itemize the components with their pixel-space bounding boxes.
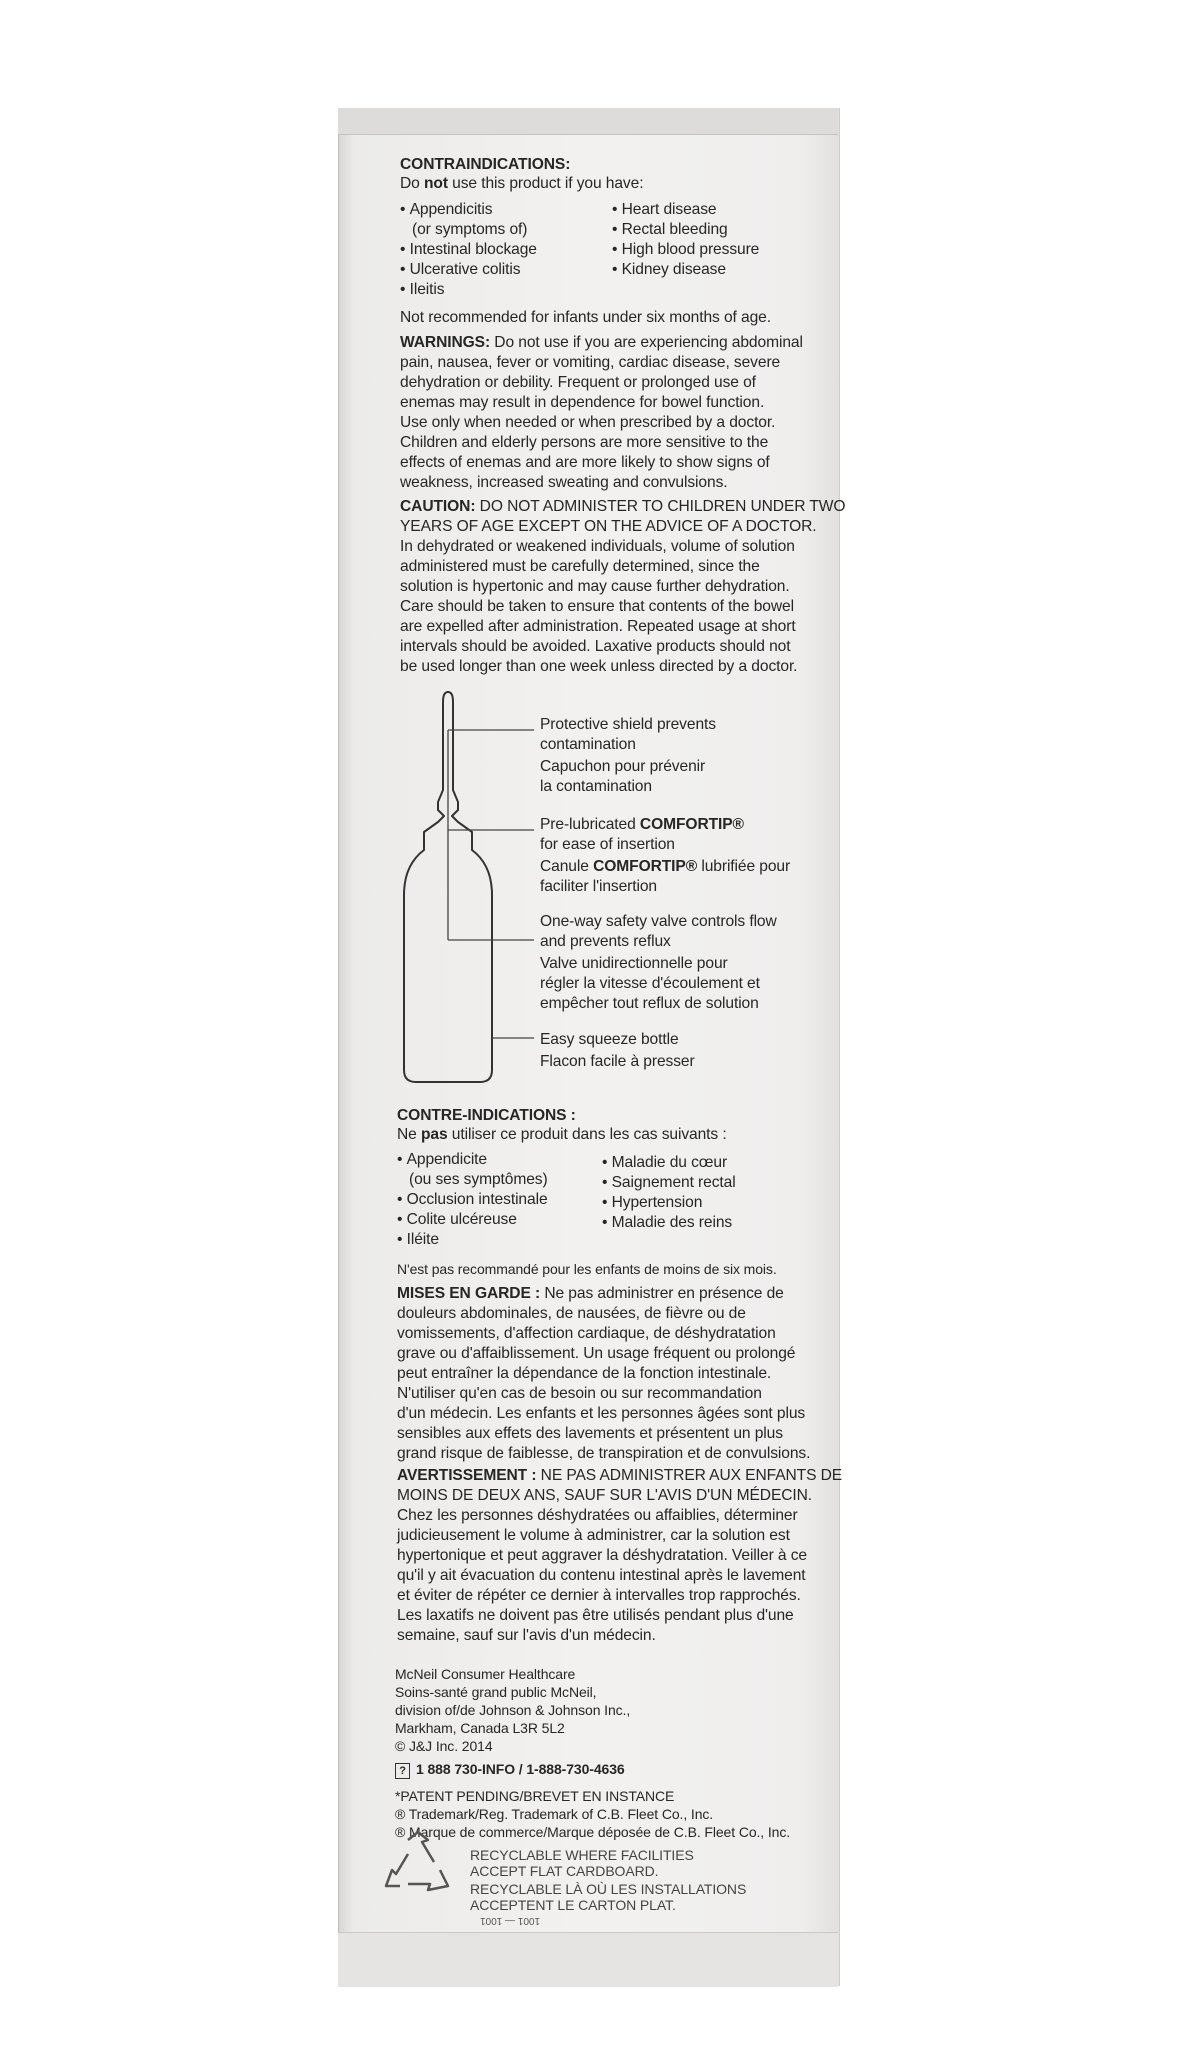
recycle-line: RECYCLABLE LÀ OÙ LES INSTALLATIONS — [470, 1881, 747, 1897]
mises-line: grave ou d'affaiblissement. Un usage fréquent ou prolongé — [397, 1345, 796, 1362]
mises-line: peut entraîner la dépendance de la fonction intestinale. — [397, 1365, 772, 1382]
warnings-line: effects of enemas and are more likely to show signs of — [400, 454, 770, 471]
barcode-text: 1001 — 1001 — [480, 1915, 541, 1926]
recycle-line: ACCEPTENT LE CARTON PLAT. — [470, 1897, 676, 1913]
company-line: division of/de Johnson & Johnson Inc., — [395, 1702, 631, 1718]
recycle-line: ACCEPT FLAT CARDBOARD. — [470, 1863, 659, 1879]
company-line: Markham, Canada L3R 5L2 — [395, 1720, 565, 1736]
contra-item: • Appendicitis — [400, 200, 492, 220]
contra-item: • High blood pressure — [612, 240, 759, 260]
avert-line: et éviter de répéter ce dernier à intervalles trop rapprochés. — [397, 1587, 801, 1604]
contre-heading: CONTRE-INDICATIONS : — [397, 1107, 576, 1124]
company-line: Soins-santé grand public McNeil, — [395, 1684, 597, 1700]
valve-label: régler la vitesse d'écoulement et — [540, 975, 760, 992]
contra-item: (or symptoms of) — [412, 221, 528, 238]
recycle-icon — [378, 1830, 458, 1900]
tip-label: Pre-lubricated COMFORTIP® — [540, 816, 744, 833]
avert-line: qu'il y ait évacuation du contenu intestinal après le lavement — [397, 1567, 806, 1584]
contre-item: • Iléite — [397, 1230, 439, 1250]
mises-line: douleurs abdominales, de nausées, de fièvre ou de — [397, 1305, 746, 1322]
company-line: McNeil Consumer Healthcare — [395, 1666, 576, 1682]
contre-intro: Ne pas utiliser ce produit dans les cas suivants : — [397, 1126, 727, 1143]
contra-infants: Not recommended for infants under six months of age. — [400, 309, 771, 326]
mises-line: N'utiliser qu'en cas de besoin ou sur recommandation — [397, 1385, 762, 1402]
caution-line: administered must be carefully determined, since the — [400, 558, 760, 575]
tip-label: faciliter l'insertion — [540, 878, 658, 895]
caution-line: YEARS OF AGE EXCEPT ON THE ADVICE OF A DOCTOR. — [400, 518, 817, 535]
carton-bottom-flap — [338, 1932, 838, 1987]
contre-item: • Hypertension — [602, 1193, 702, 1213]
mises-line: grand risque de faiblesse, de transpiration et de convulsions. — [397, 1445, 811, 1462]
tip-label: Canule COMFORTIP® lubrifiée pour — [540, 858, 791, 875]
caution-line: are expelled after administration. Repeated usage at short — [400, 618, 796, 635]
warnings-line: enemas may result in dependence for bowel function. — [400, 394, 765, 411]
contre-item: (ou ses symptômes) — [409, 1171, 548, 1188]
contre-infants: N'est pas recommandé pour les enfants de moins de six mois. — [397, 1261, 777, 1277]
contre-item: • Colite ulcéreuse — [397, 1210, 517, 1230]
warnings-line: pain, nausea, fever or vomiting, cardiac disease, severe — [400, 354, 781, 371]
bottle-label: Flacon facile à presser — [540, 1053, 695, 1070]
contre-item: • Occlusion intestinale — [397, 1190, 548, 1210]
shield-label: la contamination — [540, 778, 652, 795]
carton-top-flap — [338, 108, 838, 135]
caution-line: intervals should be avoided. Laxative products should not — [400, 638, 791, 655]
legal-line: *PATENT PENDING/BREVET EN INSTANCE — [395, 1788, 675, 1804]
caution-line: solution is hypertonic and may cause further dehydration. — [400, 578, 790, 595]
contre-item: • Appendicite — [397, 1150, 487, 1170]
contra-item: • Rectal bleeding — [612, 220, 728, 240]
avert-line: judicieusement le volume à administrer, car la solution est — [397, 1527, 790, 1544]
legal-line: ® Trademark/Reg. Trademark of C.B. Fleet Co., Inc. — [395, 1806, 714, 1822]
avert-line: MOINS DE DEUX ANS, SAUF SUR L'AVIS D'UN MÉDECIN. — [397, 1487, 813, 1504]
caution-line: Care should be taken to ensure that contents of the bowel — [400, 598, 794, 615]
avert-line: semaine, sauf sur l'avis d'un médecin. — [397, 1627, 656, 1644]
avert-line: hypertonique et peut aggraver la déshydratation. Veiller à ce — [397, 1547, 808, 1564]
contre-item: • Maladie du cœur — [602, 1153, 727, 1173]
recycle-line: RECYCLABLE WHERE FACILITIES — [470, 1847, 694, 1863]
warnings-line: weakness, increased sweating and convulsions. — [400, 474, 728, 491]
enema-bottle-diagram — [380, 690, 540, 1090]
contre-item: • Maladie des reins — [602, 1213, 732, 1233]
shield-label: Protective shield prevents — [540, 716, 716, 733]
mises-line: sensibles aux effets des lavements et présentent un plus — [397, 1425, 783, 1442]
legal-line: ® Marque de commerce/Marque déposée de C.B. Fleet Co., Inc. — [395, 1824, 791, 1840]
mises-line: vomissements, d'affection cardiaque, de déshydratation — [397, 1325, 776, 1342]
contra-item: • Intestinal blockage — [400, 240, 537, 260]
caution-line: In dehydrated or weakened individuals, volume of solution — [400, 538, 795, 555]
tip-label: for ease of insertion — [540, 836, 675, 853]
mises-line: d'un médecin. Les enfants et les personnes âgées sont plus — [397, 1405, 806, 1422]
valve-label: Valve unidirectionnelle pour — [540, 955, 728, 972]
contra-item: • Kidney disease — [612, 260, 726, 280]
contra-item: • Ileitis — [400, 280, 444, 300]
caution-line: be used longer than one week unless directed by a doctor. — [400, 658, 798, 675]
warnings-line: Use only when needed or when prescribed by a doctor. — [400, 414, 776, 431]
warnings-line: Children and elderly persons are more sensitive to the — [400, 434, 769, 451]
avert-line: Chez les personnes déshydratées ou affaiblies, déterminer — [397, 1507, 798, 1524]
contre-item: • Saignement rectal — [602, 1173, 736, 1193]
warnings-line: WARNINGS: Do not use if you are experiencing abdominal — [400, 334, 803, 351]
caution-line: CAUTION: DO NOT ADMINISTER TO CHILDREN UNDER TWO — [400, 498, 846, 515]
bottle-label: Easy squeeze bottle — [540, 1031, 679, 1048]
shield-label: Capuchon pour prévenir — [540, 758, 706, 775]
avert-line: AVERTISSEMENT : NE PAS ADMINISTRER AUX ENFANTS DE — [397, 1467, 843, 1484]
contra-item: • Ulcerative colitis — [400, 260, 520, 280]
contraindications-intro: Do not use this product if you have: — [400, 175, 644, 192]
valve-label: One-way safety valve controls flow — [540, 913, 777, 930]
shield-label: contamination — [540, 736, 636, 753]
contra-item: • Heart disease — [612, 200, 717, 220]
valve-label: empêcher tout reflux de solution — [540, 995, 759, 1012]
contraindications-heading: CONTRAINDICATIONS: — [400, 156, 571, 173]
mises-line: MISES EN GARDE : Ne pas administrer en présence de — [397, 1285, 784, 1302]
company-line: © J&J Inc. 2014 — [395, 1738, 493, 1754]
help-icon: ? — [395, 1763, 410, 1779]
phone-line: ? 1 888 730-INFO / 1-888-730-4636 — [395, 1760, 625, 1779]
avert-line: Les laxatifs ne doivent pas être utilisés pendant plus d'une — [397, 1607, 794, 1624]
warnings-line: dehydration or debility. Frequent or prolonged use of — [400, 374, 756, 391]
valve-label: and prevents reflux — [540, 933, 671, 950]
